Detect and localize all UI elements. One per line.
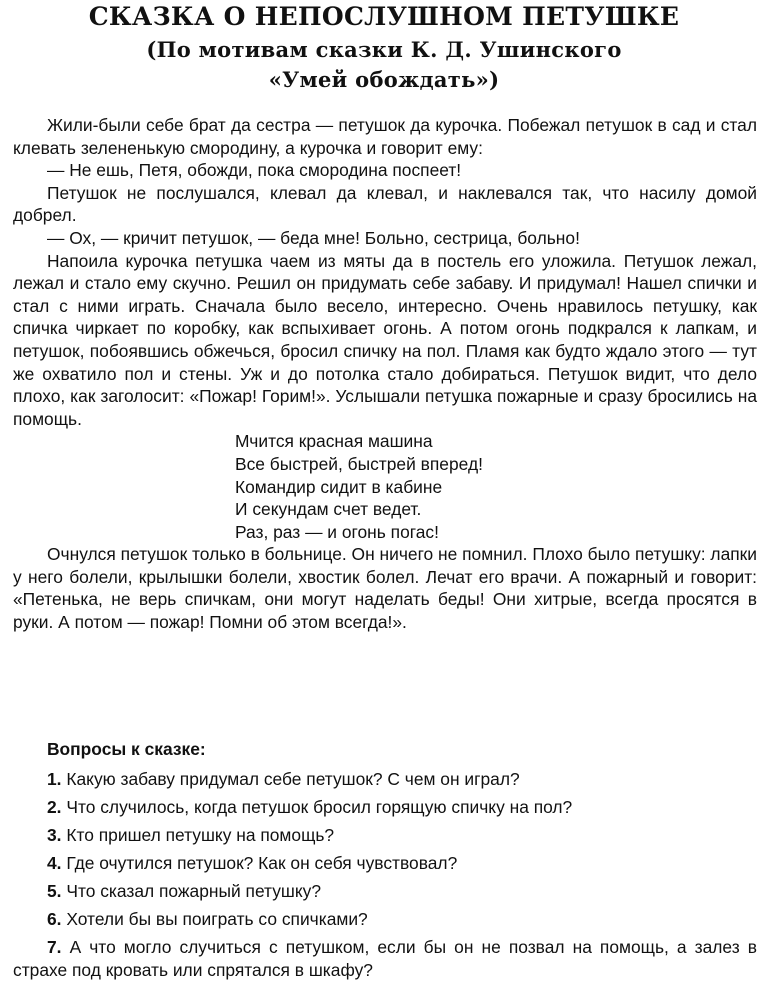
story-final-paragraph: Очнулся петушок только в больнице. Он ничего не помнил. Плохо было петушку: лапки у него болели, крылышки болели, хвостик болел. Лечат его врачи. А пожарный и говорит: «Петенька, не верь спичкам, они могут наделать беды! Они хитрые, всегда просятся в руки. А потом — пожар! Помни об этом всегда!». (13, 544, 757, 633)
story-subtitle-line-1: (По мотивам сказки К. Д. Ушинского (146, 37, 622, 62)
question-number: 5. (47, 881, 62, 901)
questions-heading: Вопросы к сказке: (47, 739, 206, 759)
verse-line: Все быстрей, быстрей вперед! (235, 453, 483, 474)
question-item (13, 768, 757, 791)
story-body (13, 114, 757, 634)
verse-line: Раз, раз — и огонь погас! (235, 521, 439, 542)
question-text: Что случилось, когда петушок бросил горящую спичку на пол? (66, 797, 573, 817)
verse-block (13, 430, 757, 543)
question-item (13, 852, 757, 875)
question-number: 6. (47, 909, 62, 929)
story-paragraph: — Не ешь, Петя, обожди, пока смородина поспеет! (47, 160, 462, 181)
story-paragraph: — Ох, — кричит петушок, — беда мне! Больно, сестрица, больно! (47, 227, 580, 248)
question-item (13, 880, 757, 903)
question-number: 7. (47, 937, 62, 957)
verse-line: И секундам счет ведет. (235, 499, 422, 520)
question-item (13, 796, 757, 819)
question-text: Кто пришел петушку на помощь? (66, 825, 335, 845)
story-paragraph: Жили-были себе брат да сестра — петушок да курочка. Побежал петушок в сад и стал клевать зелененькую смородину, а курочка и говорит ему: (13, 115, 757, 158)
question-number: 4. (47, 853, 62, 873)
story-paragraph: Напоила курочка петушка чаем из мяты да в постель его уложила. Петушок лежал, лежал и стало ему скучно. Решил он придумать себе забаву. И придумал! Нашел спички и стал с ними играть. Сначала было весело, интересно. Очень нравилось петушку, как спичка чиркает по коробку, как вспыхивает огонь. А потом огонь подкрался к лапкам, и петушок, побоявшись обжечься, бросил спичку на пол. Пламя как будто ждало этого — тут же охватило пол и стены. Уж и до потолка стало добираться. Петушок видит, что дело плохо, как заголосит: «Пожар! Горим!». Услышали петушка пожарные и сразу бросились на помощь. (13, 250, 757, 429)
question-number: 2. (47, 797, 62, 817)
story-title: СКАЗКА О НЕПОСЛУШНОМ ПЕТУШКЕ (88, 2, 680, 31)
question-item (13, 908, 757, 931)
verse-line: Мчится красная машина (235, 431, 433, 452)
question-item (13, 824, 757, 847)
questions-section (13, 738, 757, 987)
verse-line: Командир сидит в кабине (235, 476, 443, 497)
question-text: А что могло случиться с петушком, если бы он не позвал на помощь, а залез в страхе под кровать или спрятался в шкафу? (13, 937, 757, 980)
question-item (13, 936, 757, 982)
question-text: Где очутился петушок? Как он себя чувствовал? (66, 853, 458, 873)
question-text: Хотели бы вы поиграть со спичками? (66, 909, 368, 929)
question-text: Какую забаву придумал себе петушок? С чем он играл? (66, 769, 520, 789)
question-number: 1. (47, 769, 62, 789)
question-text: Что сказал пожарный петушку? (66, 881, 322, 901)
story-paragraph: Петушок не послушался, клевал да клевал, и наклевался так, что насилу домой добрел. (13, 182, 757, 226)
story-subtitle-line-2: «Умей обождать») (268, 67, 500, 92)
question-number: 3. (47, 825, 62, 845)
